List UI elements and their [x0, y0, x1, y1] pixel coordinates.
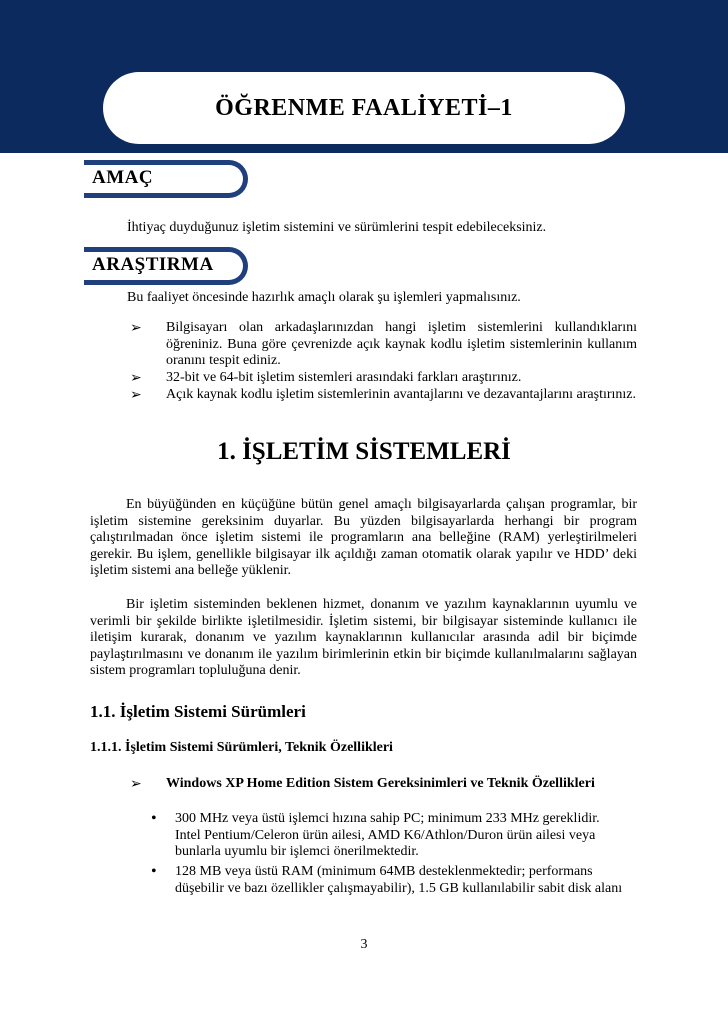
bullet-icon: • [151, 810, 157, 827]
arastirma-item: Bilgisayarı olan arkadaşlarınızdan hangi işletim sistemlerini kullandıklarını öğreniniz. Buna göre çevrenizde açık kaynak kodlu işletim sistemlerinin kullanım oranını tespit ediniz. [166, 320, 637, 368]
amac-tab [84, 160, 248, 198]
arrow-bullet-icon: ➢ [130, 371, 142, 386]
requirement-item: 300 MHz veya üstü işlemci hızına sahip PC; minimum 233 MHz gereklidir. Intel Pentium/Celeron ürün ailesi, AMD K6/Athlon/Duron ürün ailesi veya bunlarla uyumlu bir işlemci önerilmektedir. [175, 811, 600, 859]
paragraph: En büyüğünden en küçüğüne bütün genel amaçlı bilgisayarlarda çalışan programlar, bir işletim sistemine gereksinim duyarlar. Bu yüzden bilgisayarlarda herhangi bir program çalıştırılmadan önce işletim sistemi ile programların ana belleğine (RAM) yerleştirilmeleri gerekir. Bu işlem, genellikle bilgisayar ilk açıldığı zaman otomatik olarak yapılır ve HDD’ deki işletim sistemi ana belleğe yüklenir. [90, 497, 637, 578]
amac-text: İhtiyaç duyduğunuz işletim sistemini ve sürümlerini tespit edebileceksiniz. [127, 220, 547, 235]
chapter-title: 1. İŞLETİM SİSTEMLERİ [217, 438, 511, 465]
arastirma-tab [84, 247, 248, 285]
amac-label: AMAÇ [92, 167, 154, 188]
arastirma-label: ARAŞTIRMA [92, 254, 214, 275]
arrow-bullet-icon: ➢ [130, 777, 142, 792]
page-number: 3 [360, 937, 368, 952]
paragraph: Bir işletim sisteminden beklenen hizmet, donanım ve yazılım kaynaklarının uyumlu ve verimli bir şekilde birlikte işletilmesidir. İşletim sistemi, bir bilgisayar sisteminde kullanıcı ile iletişim kurarak, donanım ve yazılım kaynaklarının kullanıcılar arasında adil bir biçimde paylaştırılmasını ve donanım ile yazılım birimlerinin etkin bir biçimde kullanılmalarını sağlayan sistem programları topluluğuna denir. [90, 597, 637, 678]
arastirma-item: 32-bit ve 64-bit işletim sistemleri arasındaki farkları araştırınız. [166, 370, 522, 385]
arastirma-item: Açık kaynak kodlu işletim sistemlerinin avantajlarını ve dezavantajlarını araştırınız. [166, 387, 637, 402]
bullet-icon: • [151, 863, 157, 880]
subsection-heading: 1.1.1. İşletim Sistemi Sürümleri, Teknik Özellikleri [90, 740, 393, 755]
section-heading: 1.1. İşletim Sistemi Sürümleri [90, 702, 306, 721]
requirement-item: 128 MB veya üstü RAM (minimum 64MB desteklenmektedir; performans düşebilir ve bazı özellikler çalışmayabilir), 1.5 GB kullanılabilir sabit disk alanı [175, 864, 623, 896]
page-title: ÖĞRENME FAALİYETİ–1 [103, 72, 625, 144]
arrow-bullet-icon: ➢ [130, 321, 142, 336]
subheading: Windows XP Home Edition Sistem Gereksinimleri ve Teknik Özellikleri [166, 776, 595, 791]
arastirma-intro: Bu faaliyet öncesinde hazırlık amaçlı olarak şu işlemleri yapmalısınız. [127, 290, 521, 305]
arrow-bullet-icon: ➢ [130, 388, 142, 403]
